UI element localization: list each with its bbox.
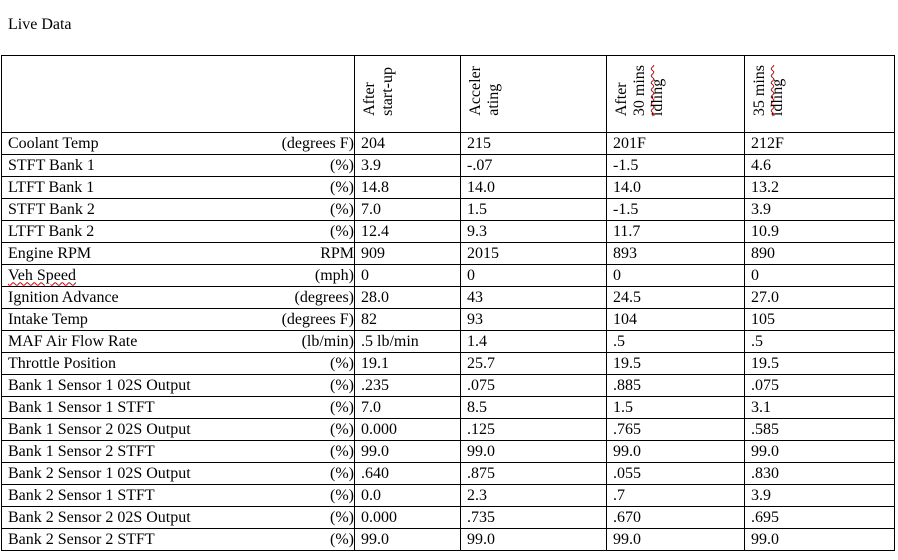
value-cell: 8.5 [461,397,607,419]
parameter-name: Throttle Position [8,354,116,372]
parameter-name: STFT Bank 1 [8,156,95,174]
value-cell: 99.0 [355,441,461,463]
parameter-name: Bank 1 Sensor 2 02S Output [8,420,191,438]
value-cell: .585 [745,419,895,441]
parameter-name: Veh Speed [8,266,76,284]
value-cell: 215 [461,133,607,155]
table-row [2,133,895,155]
column-header-35-mins-idling [745,56,895,133]
value-cell: 0 [355,265,461,287]
value-cell: 0 [745,265,895,287]
value-cell: .5 lb/min [355,331,461,353]
column-header-line: idling [769,79,786,117]
value-cell: 99.0 [355,529,461,551]
parameter-unit: (%) [330,354,354,372]
table-row [2,353,895,375]
value-cell: 99.0 [745,529,895,551]
parameter-cell [2,485,355,507]
parameter-cell [2,199,355,221]
value-cell: 890 [745,243,895,265]
value-cell: 2.3 [461,485,607,507]
parameter-name: MAF Air Flow Rate [8,332,138,350]
live-data-table-body [2,56,895,551]
parameter-name: LTFT Bank 2 [8,222,95,240]
column-header-line: idling [649,79,666,117]
parameter-unit: (degrees F) [281,134,354,152]
value-cell: 19.5 [607,353,745,375]
value-cell: 212F [745,133,895,155]
value-cell: 12.4 [355,221,461,243]
parameter-name: Coolant Temp [8,134,99,152]
value-cell: 99.0 [745,441,895,463]
table-row [2,485,895,507]
parameter-name: Engine RPM [8,244,92,262]
value-cell: 909 [355,243,461,265]
table-header-row [2,56,895,133]
value-cell: 104 [607,309,745,331]
value-cell: 7.0 [355,199,461,221]
column-header-after-start-up [355,56,461,133]
parameter-name: Bank 1 Sensor 1 02S Output [8,376,191,394]
table-row [2,331,895,353]
value-cell: 27.0 [745,287,895,309]
value-cell: .055 [607,463,745,485]
parameter-unit: (%) [330,530,354,548]
table-row [2,265,895,287]
value-cell: 14.0 [461,177,607,199]
parameter-name: Bank 2 Sensor 2 02S Output [8,508,191,526]
value-cell: 25.7 [461,353,607,375]
parameter-cell [2,507,355,529]
table-row [2,177,895,199]
table-row [2,243,895,265]
column-header-line: Acceler [467,66,484,116]
parameter-name: Bank 2 Sensor 2 STFT [8,530,155,548]
value-cell: 0.000 [355,419,461,441]
parameter-cell [2,133,355,155]
parameter-cell [2,441,355,463]
parameter-unit: (%) [330,200,354,218]
parameter-name: Bank 1 Sensor 1 STFT [8,398,155,416]
table-row [2,507,895,529]
value-cell: .7 [607,485,745,507]
parameter-name: Ignition Advance [8,288,119,306]
value-cell: 10.9 [745,221,895,243]
value-cell: 43 [461,287,607,309]
table-row [2,419,895,441]
parameter-cell [2,529,355,551]
parameter-unit: (mph) [314,266,354,284]
parameter-name: STFT Bank 2 [8,200,95,218]
value-cell: 13.2 [745,177,895,199]
value-cell: 204 [355,133,461,155]
value-cell: 1.5 [461,199,607,221]
table-row [2,199,895,221]
parameter-cell [2,287,355,309]
parameter-cell [2,331,355,353]
value-cell: .830 [745,463,895,485]
value-cell: -1.5 [607,155,745,177]
value-cell: 201F [607,133,745,155]
parameter-cell [2,463,355,485]
value-cell: .5 [745,331,895,353]
parameter-name: Bank 2 Sensor 1 02S Output [8,464,191,482]
value-cell: 99.0 [607,529,745,551]
value-cell: -.07 [461,155,607,177]
value-cell: 11.7 [607,221,745,243]
parameter-cell [2,397,355,419]
column-header-line: 35 mins [751,65,768,117]
parameter-cell [2,177,355,199]
parameter-unit: (%) [330,398,354,416]
value-cell: 1.5 [607,397,745,419]
parameter-unit: (%) [330,222,354,240]
value-cell: .735 [461,507,607,529]
column-header-line: After [361,81,378,116]
column-header-after-30-mins-idling [607,56,745,133]
column-header-line: 30 mins [631,65,648,117]
value-cell: 0 [607,265,745,287]
parameter-unit: (%) [330,376,354,394]
value-cell: 99.0 [461,441,607,463]
value-cell: 99.0 [607,441,745,463]
parameter-name: Bank 2 Sensor 1 STFT [8,486,155,504]
header-corner-cell [2,56,355,133]
live-data-table [1,55,895,551]
parameter-unit: (degrees F) [281,310,354,328]
value-cell: 3.9 [355,155,461,177]
value-cell: 4.6 [745,155,895,177]
table-row [2,309,895,331]
parameter-unit: (%) [330,156,354,174]
value-cell: 0.000 [355,507,461,529]
value-cell: .695 [745,507,895,529]
parameter-unit: (%) [330,420,354,438]
value-cell: 28.0 [355,287,461,309]
document-title: Live Data [8,16,72,33]
value-cell: 3.9 [745,485,895,507]
value-cell: 93 [461,309,607,331]
parameter-name: Intake Temp [8,310,88,328]
value-cell: 2015 [461,243,607,265]
value-cell: 24.5 [607,287,745,309]
parameter-unit: (lb/min) [301,332,354,350]
parameter-cell [2,265,355,287]
parameter-cell [2,309,355,331]
parameter-unit: (%) [330,442,354,460]
value-cell: 7.0 [355,397,461,419]
parameter-cell [2,375,355,397]
table-row [2,529,895,551]
value-cell: 9.3 [461,221,607,243]
value-cell: .075 [745,375,895,397]
parameter-unit: (%) [330,486,354,504]
value-cell: 82 [355,309,461,331]
table-row [2,441,895,463]
table-row [2,397,895,419]
column-header-line: After [613,82,630,117]
parameter-cell [2,243,355,265]
column-header-line: ating [485,83,502,116]
parameter-unit: (%) [330,464,354,482]
value-cell: -1.5 [607,199,745,221]
value-cell: .640 [355,463,461,485]
value-cell: .235 [355,375,461,397]
parameter-cell [2,353,355,375]
value-cell: 19.5 [745,353,895,375]
column-header-line: start-up [379,66,396,116]
value-cell: 19.1 [355,353,461,375]
value-cell: 893 [607,243,745,265]
table-row [2,375,895,397]
table-row [2,155,895,177]
parameter-unit: RPM [320,244,354,262]
value-cell: .885 [607,375,745,397]
value-cell: .5 [607,331,745,353]
value-cell: .875 [461,463,607,485]
value-cell: 105 [745,309,895,331]
value-cell: .670 [607,507,745,529]
value-cell: 1.4 [461,331,607,353]
value-cell: 99.0 [461,529,607,551]
table-row [2,287,895,309]
parameter-name: LTFT Bank 1 [8,178,95,196]
value-cell: 14.0 [607,177,745,199]
value-cell: 3.9 [745,199,895,221]
parameter-unit: (%) [330,178,354,196]
value-cell: 0 [461,265,607,287]
value-cell: 14.8 [355,177,461,199]
value-cell: 0.0 [355,485,461,507]
parameter-cell [2,221,355,243]
value-cell: .125 [461,419,607,441]
parameter-name: Bank 1 Sensor 2 STFT [8,442,155,460]
column-header-accelerating [461,56,607,133]
value-cell: .765 [607,419,745,441]
table-row [2,221,895,243]
table-row [2,463,895,485]
parameter-cell [2,419,355,441]
value-cell: 3.1 [745,397,895,419]
parameter-cell [2,155,355,177]
parameter-unit: (degrees) [294,288,354,306]
value-cell: .075 [461,375,607,397]
parameter-unit: (%) [330,508,354,526]
